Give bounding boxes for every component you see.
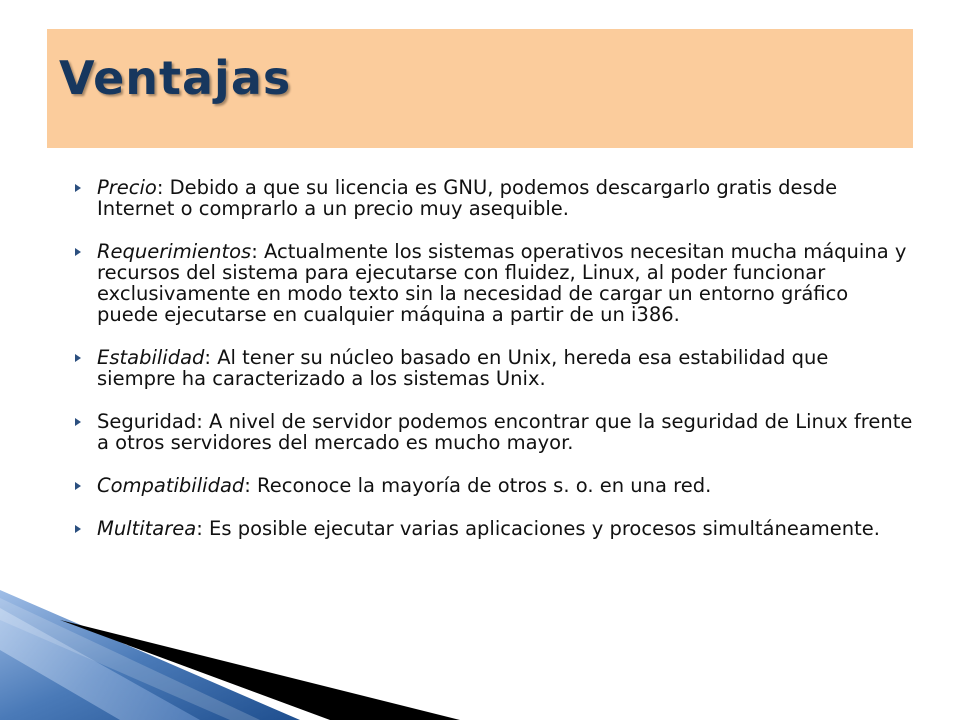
bullet-item-compatibilidad bbox=[73, 475, 913, 496]
bullet-arrow-icon bbox=[75, 418, 81, 426]
title-bar bbox=[47, 29, 913, 148]
bullet-arrow-icon bbox=[75, 482, 81, 490]
bullet-item-precio bbox=[73, 177, 913, 219]
bullet-list bbox=[73, 177, 913, 561]
bullet-item-seguridad bbox=[73, 411, 913, 453]
bullet-text: Reconoce la mayoría de otros s. o. en una red. bbox=[250, 474, 712, 497]
bullet-separator: : bbox=[204, 346, 211, 369]
bullet-term: Requerimientos bbox=[97, 240, 252, 263]
bullet-text: Actualmente los sistemas operativos necesitan mucha máquina y recursos del sistema para ejecutarse con fluidez, Linux, al poder funcionar exclusivamente en modo texto sin la necesidad de cargar un entorno gráfico puede ejecutarse en cualquier máquina a partir de un i386. bbox=[97, 240, 907, 326]
bullet-item-estabilidad bbox=[73, 347, 913, 389]
bullet-term: Estabilidad bbox=[97, 346, 205, 369]
bullet-arrow-icon bbox=[75, 525, 81, 533]
bullet-term: Multitarea bbox=[97, 517, 197, 540]
bullet-text: Es posible ejecutar varias aplicaciones y procesos simultáneamente. bbox=[202, 517, 880, 540]
bullet-separator: : bbox=[196, 517, 203, 540]
bullet-separator: : bbox=[196, 410, 203, 433]
slide-title: Ventajas bbox=[59, 51, 292, 105]
bullet-term: Compatibilidad bbox=[97, 474, 245, 497]
bullet-arrow-icon bbox=[75, 248, 81, 256]
bullet-separator: : bbox=[156, 176, 164, 199]
bullet-item-requerimientos bbox=[73, 241, 913, 325]
bullet-arrow-icon bbox=[75, 184, 81, 192]
bullet-term: Seguridad bbox=[97, 410, 197, 433]
bullet-separator: : bbox=[244, 474, 251, 497]
bullet-arrow-icon bbox=[75, 354, 81, 362]
bullet-separator: : bbox=[251, 240, 258, 263]
bullet-text: Debido a que su licencia es GNU, podemos descargarlo gratis desde Internet o comprarlo a un precio muy asequible. bbox=[97, 176, 838, 220]
bullet-text: A nivel de servidor podemos encontrar que la seguridad de Linux frente a otros servidores del mercado es mucho mayor. bbox=[97, 410, 913, 454]
corner-decoration bbox=[0, 590, 460, 720]
bullet-term: Precio bbox=[97, 176, 157, 199]
bullet-item-multitarea bbox=[73, 518, 913, 539]
bullet-text: Al tener su núcleo basado en Unix, hereda esa estabilidad que siempre ha caracterizado a los sistemas Unix. bbox=[97, 346, 829, 390]
